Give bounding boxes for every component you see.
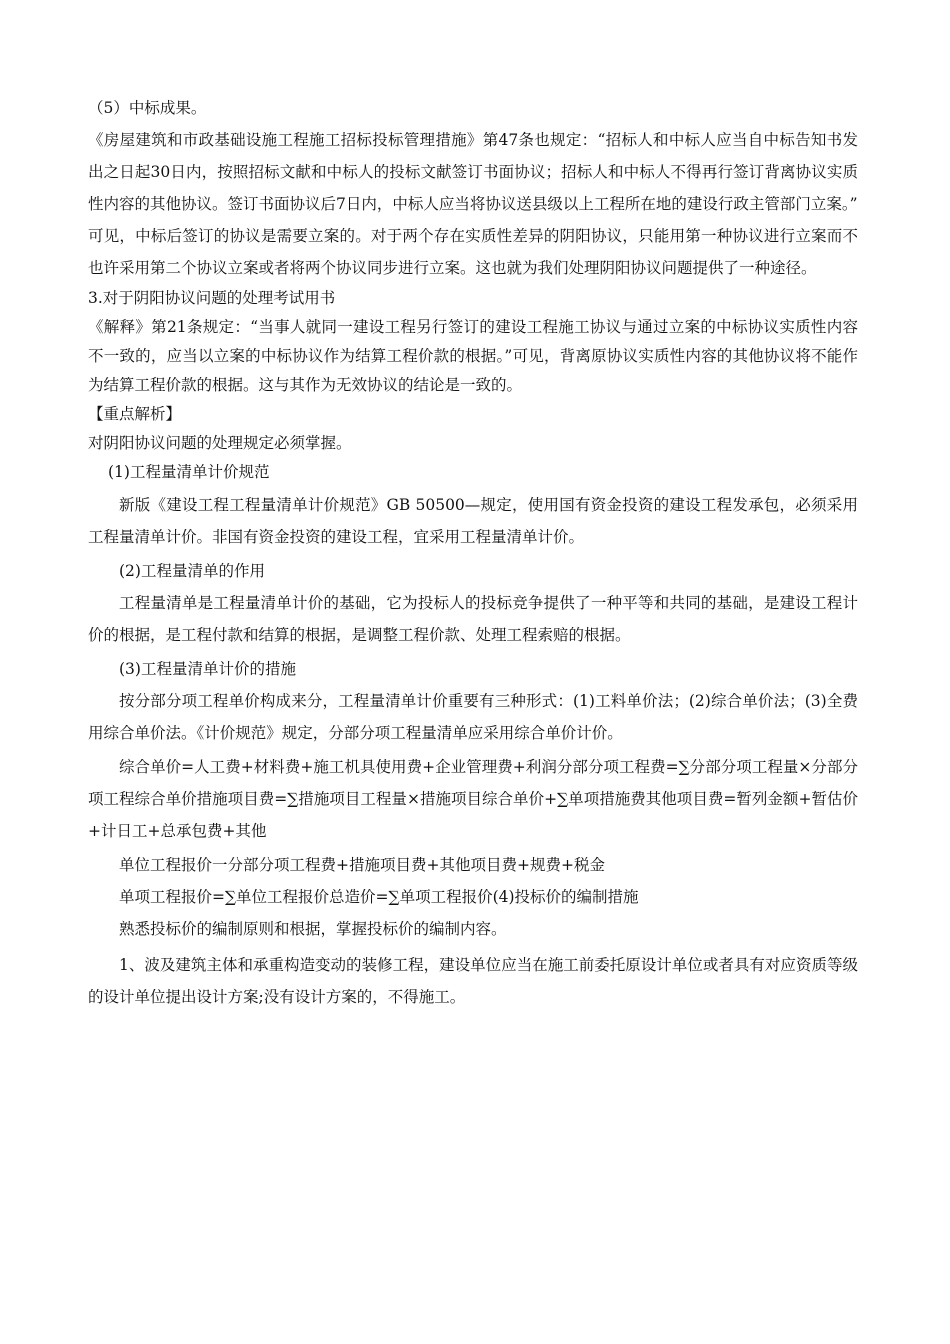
paragraph-interpretation-article-21: 《解释》第21条规定：“当事人就同一建设工程另行签订的建设工程施工协议与通过立案的中标协议实质性内容不一致的，应当以立案的中标协议作为结算工程价款的根据。”可见，背离原协议实质性内容的其他协议将不能作为结算工程价款的根据。这与其作为无效协议的结论是一致的。 (88, 318, 858, 394)
paragraph-bill-function: 工程量清单是工程量清单计价的基础，它为投标人的投标竞争提供了一种平等和共同的基础，是建设工程计价的根据，是工程付款和结算的根据，是调整工程价款、处理工程索赔的根据。 (88, 594, 858, 644)
paragraph-pricing-code: 新版《建设工程工程量清单计价规范》GB 50500—规定，使用国有资金投资的建设工程发承包，必须采用工程量清单计价。非国有资金投资的建设工程，宜采用工程量清单计价。 (88, 496, 858, 546)
section-heading-yin-yang-handling: 3.对于阴阳协议问题的处理考试用书 (88, 289, 336, 307)
subheading-pricing-code: (1)工程量清单计价规范 (108, 463, 270, 481)
document-page (88, 92, 858, 1013)
paragraph-pricing-forms: 按分部分项工程单价构成来分，工程量清单计价重要有三种形式：(1)工料单价法；(2)综合单价法；(3)全费用综合单价法。《计价规范》规定，分部分项工程量清单应采用综合单价计价。 (88, 692, 858, 742)
paragraph-regulation-article-47: 《房屋建筑和市政基础设施工程施工招标投标管理措施》第47条也规定：“招标人和中标人应当自中标告知书发出之日起30日内，按照招标文献和中标人的投标文献签订书面协议；招标人和中标人不得再行签订背离协议实质性内容的其他协议。签订书面协议后7日内，中标人应当将协议送县级以上工程所在地的建设行政主管部门立案。” (88, 131, 858, 213)
paragraph-renovation-design-requirement: 1、波及建筑主体和承重构造变动的装修工程，建设单位应当在施工前委托原设计单位或者具有对应资质等级的设计单位提出设计方案;没有设计方案的，不得施工。 (88, 956, 858, 1006)
paragraph-single-project-quote: 单项工程报价=∑单位工程报价总造价=∑单项工程报价(4)投标价的编制措施 (119, 888, 639, 906)
paragraph-bid-price-principles: 熟悉投标价的编制原则和根据，掌握投标价的编制内容。 (119, 920, 507, 938)
paragraph-must-master: 对阴阳协议问题的处理规定必须掌握。 (88, 434, 352, 452)
paragraph-unit-project-quote: 单位工程报价一分部分项工程费+措施项目费+其他项目费+规费+税金 (119, 856, 605, 874)
subheading-pricing-measures: (3)工程量清单计价的措施 (119, 660, 296, 678)
paragraph-filing-conclusion: 可见，中标后签订的协议是需要立案的。对于两个存在实质性差异的阴阳协议，只能用第一种协议进行立案而不也许采用第二个协议立案或者将两个协议同步进行立案。这也就为我们处理阴阳协议问题提供了一种途径。 (88, 227, 858, 277)
section-heading-key-analysis: 【重点解析】 (88, 405, 182, 423)
subheading-bill-function: (2)工程量清单的作用 (119, 562, 265, 580)
paragraph-composite-unit-price-formula: 综合单价=人工费+材料费+施工机具使用费+企业管理费+利润分部分项工程费=∑分部分项工程量×分部分项工程综合单价措施项目费=∑措施项目工程量×措施项目综合单价+∑单项措施费其他项目费=暂列金额+暂估价+计日工+总承包费+其他 (88, 758, 858, 840)
section-heading-winning-results: （5）中标成果。 (88, 99, 207, 117)
